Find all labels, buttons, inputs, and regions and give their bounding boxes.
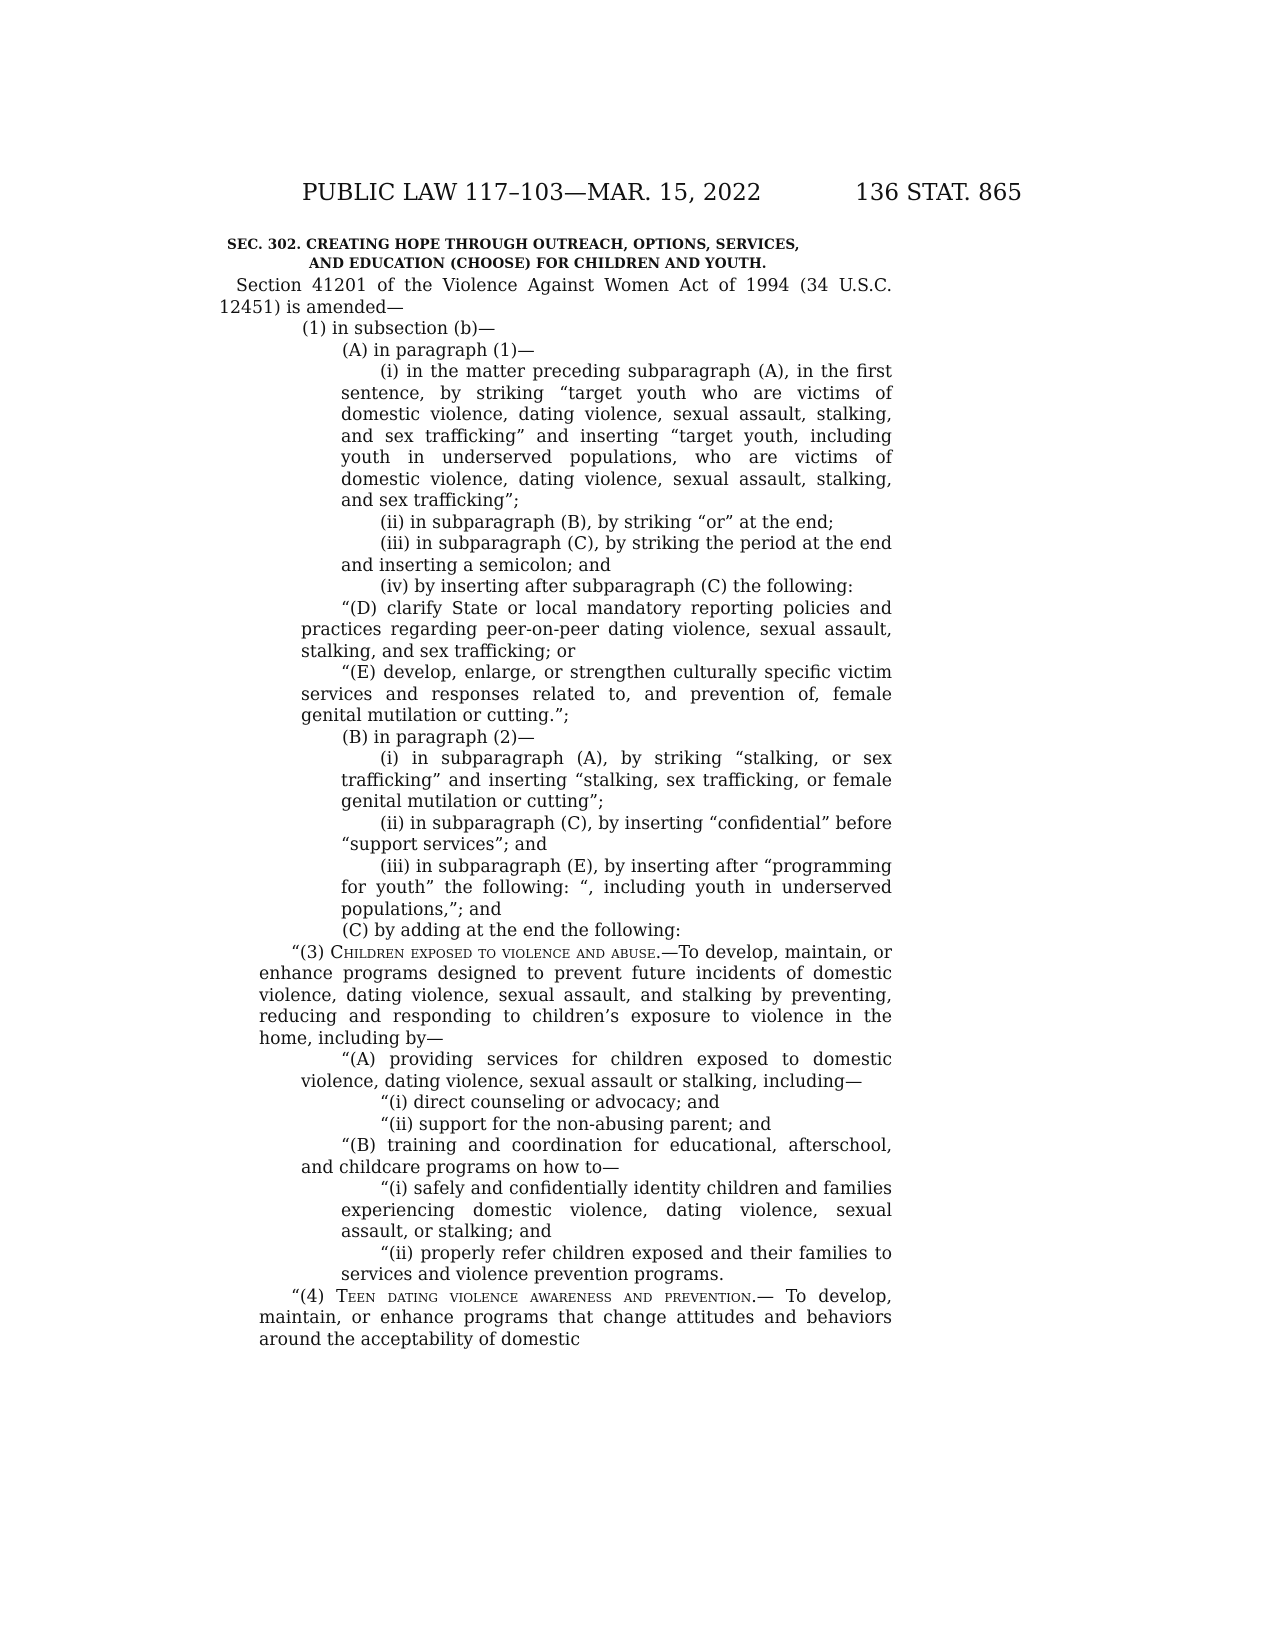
quoted-E: “(E) develop, enlarge, or strengthen culturally specific victim services and responses related to, and prevention of, female genital mutilation or cutting.”; — [301, 663, 892, 726]
clause-B-ii: (ii) in subparagraph (C), by inserting “confidential” before “support services”; and — [341, 813, 892, 855]
clause-A-iii: (iii) in subparagraph (C), by striking the period at the end and inserting a semicolon; and — [341, 534, 892, 576]
q4-heading: Teen dating violence awareness and prevention. — [336, 1286, 757, 1307]
paragraph-1: (1) in subsection (b)— — [302, 319, 496, 339]
page-header — [302, 180, 1022, 212]
clause-A-iv: (iv) by inserting after subparagraph (C) the following: — [380, 577, 854, 597]
stat-page-number: 136 STAT. 865 — [855, 180, 1022, 206]
q3-text: —To develop, maintain, or enhance programs designed to prevent future incidents of domestic violence, dating violence, sexual assault, and stalking by preventing, reducing and responding to children’s exposure to violence in the home, including by— — [259, 942, 892, 1049]
section-heading-line-1: SEC. 302. CREATING HOPE THROUGH OUTREACH, OPTIONS, SERVICES, — [227, 237, 800, 253]
paragraph-1-B: (B) in paragraph (2)— — [342, 727, 535, 748]
quoted-3-A-i: “(i) direct counseling or advocacy; and — [380, 1093, 720, 1113]
section-heading — [227, 236, 892, 274]
quoted-3-A: “(A) providing services for children exposed to domestic violence, dating violence, sexual assault or stalking, including— — [301, 1050, 892, 1092]
quoted-3-B: “(B) training and coordination for educational, afterschool, and childcare programs on how to— — [301, 1136, 892, 1178]
quoted-3-A-ii: “(ii) support for the non-abusing parent; and — [380, 1114, 772, 1135]
intro-paragraph: Section 41201 of the Violence Against Women Act of 1994 (34 U.S.C. 12451) is amended— — [219, 276, 892, 318]
quoted-paragraph-3 — [259, 943, 892, 1051]
paragraph-1-C: (C) by adding at the end the following: — [342, 921, 681, 941]
clause-B-i: (i) in subparagraph (A), by striking “stalking, or sex trafficking” and inserting “stalking, sex trafficking, or female genital mutilation or cutting”; — [341, 749, 892, 812]
paragraph-1-A: (A) in paragraph (1)— — [342, 340, 535, 361]
running-title: PUBLIC LAW 117–103—MAR. 15, 2022 — [302, 180, 762, 206]
quoted-3-B-i: “(i) safely and confidentially identity children and families experiencing domestic violence, dating violence, sexual assault, or stalking; and — [341, 1179, 892, 1242]
q3-heading: Children exposed to violence and abuse. — [330, 942, 662, 963]
clause-A-ii: (ii) in subparagraph (B), by striking “or” at the end; — [380, 512, 834, 533]
document-body — [219, 276, 892, 1351]
quoted-D: “(D) clarify State or local mandatory reporting policies and practices regarding peer-on-peer dating violence, sexual assault, stalking, and sex trafficking; or — [301, 598, 892, 662]
q4-number: “(4) — [291, 1286, 337, 1307]
q4-text: — To develop, maintain, or enhance programs that change attitudes and behaviors around the acceptability of domestic — [259, 1286, 892, 1350]
clause-A-i: (i) in the matter preceding subparagraph (A), in the first sentence, by striking “target youth who are victims of domestic violence, dating violence, sexual assault, stalking, and sex trafficking” and inserting “target youth, including youth in underserved populations, who are victims of domestic violence, dating violence, sexual assault, stalking, and sex trafficking”; — [341, 362, 892, 511]
q3-number: “(3) — [291, 942, 331, 963]
quoted-paragraph-4 — [259, 1287, 892, 1352]
section-heading-line-2: AND EDUCATION (CHOOSE) FOR CHILDREN AND YOUTH. — [309, 256, 767, 272]
clause-B-iii: (iii) in subparagraph (E), by inserting after “programming for youth” the following: “, including youth in underserved populations,”; and — [341, 856, 892, 920]
quoted-3-B-ii: “(ii) properly refer children exposed and their families to services and violence prevention programs. — [341, 1243, 892, 1285]
